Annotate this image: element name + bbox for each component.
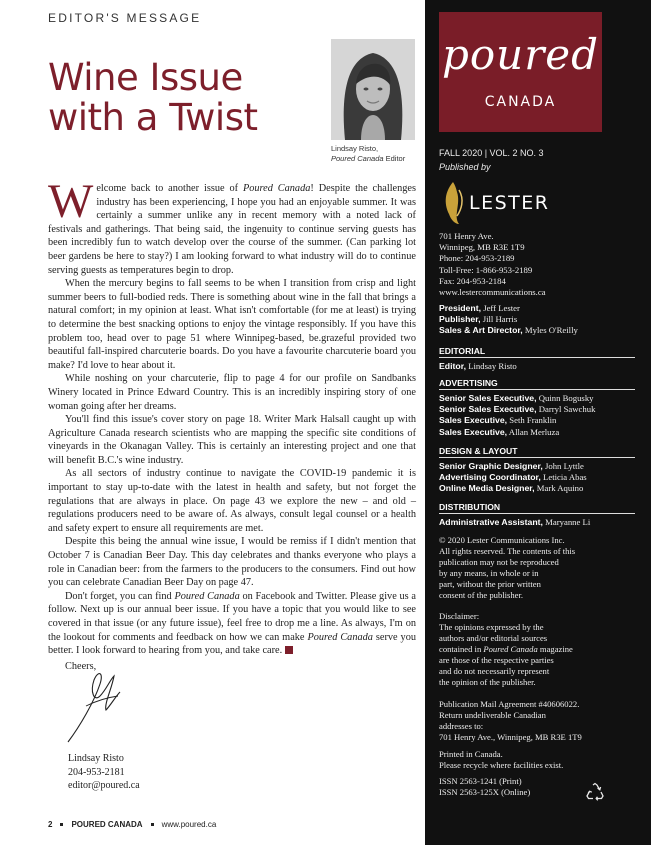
staff-name: Jeff Lester [481, 303, 520, 313]
footer-magazine: POURED CANADA [71, 820, 143, 829]
lester-wordmark: LESTER [469, 192, 550, 214]
paragraph-1 [48, 175, 417, 277]
staff-row [439, 415, 645, 426]
signoff-phone: 204-953-2181 [68, 766, 125, 778]
editor-portrait-image [331, 39, 415, 140]
staff-role: Administrative Assistant, [439, 517, 543, 527]
paragraph-3: While noshing on your charcuterie, flip to page 4 for our profile on Sandbanks Winery located in Prince Edward Country. This is an incredibly inspiring story of one woman going after her dreams. [48, 373, 416, 412]
paragraph-1-text-b: ! Despite the challenges industry has been experiencing, I hope you had an enjoyable summer. It was certainly a summer unlike any in recent memory with a noted lack of festivals and gatherings. That being said, the ingenuity to continue serving guests has been incredibly fun to watch develop over the course of the summer. (Can parking lot beer gardens be here to stay?) I am looking forward to what industry will do to continue serving guests as temperatures begin to drop. [48, 183, 417, 276]
staff-row [439, 483, 645, 494]
signature-block [68, 752, 140, 793]
mail-agreement [439, 699, 645, 743]
staff-name: John Lyttle [542, 461, 584, 471]
staff-name: Lindsay Risto [466, 361, 517, 371]
staff-role: Online Media Designer, [439, 483, 535, 494]
staff-row [439, 472, 645, 483]
printed-line: Please recycle where facilities exist. [439, 760, 564, 770]
disclaimer-line [439, 644, 645, 655]
staff-row [439, 404, 645, 415]
page-title: Wine Issue with a Twist [48, 56, 258, 139]
editorial-list [439, 361, 645, 372]
staff-row [439, 303, 645, 314]
paragraph-2: When the mercury begins to fall seems to be when I transition from crisp and light summer beers to full-bodied reds. There is something about wine in the fall that brings a natural comfort; in my opinion at least. What isn't comfortable (for me at least) is trying to determine the best snacking options to enjoy the vintage responsibly. If you have this problem too, head over to page 51 where Winnipeg-based, be.grazeful provided two beautiful fall-inspired charcuterie boards. Do you have a favourite charcuterie board you make? I'd love to hear about it. [48, 278, 416, 371]
address-line: Toll-Free: 1-866-953-2189 [439, 264, 533, 275]
paragraph-6: Despite this being the annual wine issue, I would be remiss if I didn't mention that October 7 is Canadian Beer Day. This day celebrates and thanks everyone who plays a role in Canadian beer: from the farmers to the producers to the consumers. Find out how you can celebrate Canadian Beer Day on page 47. [48, 536, 416, 589]
photo-caption [331, 144, 405, 164]
address-line: Fax: 204-953-2184 [439, 275, 506, 286]
staff-role: Sales Executive, [439, 426, 508, 437]
paragraph-7-text-a: Don't forget, you can find [65, 590, 175, 602]
issn-line: ISSN 2563-125X (Online) [439, 787, 531, 797]
disclaimer-line: the opinion of the publisher. [439, 677, 536, 687]
staff-role: Senior Graphic Designer, [439, 461, 543, 471]
copyright-line: All rights reserved. The contents of this [439, 546, 576, 556]
copyright-line: publication may not be reproduced [439, 557, 559, 567]
staff-name: Darryl Sawchuk [536, 404, 596, 415]
staff-row [439, 461, 645, 472]
copyright-notice [439, 535, 645, 601]
lester-logo [439, 180, 569, 226]
staff-name: Leticia Abas [540, 472, 587, 483]
mail-line: addresses to: [439, 721, 484, 731]
editorial-heading: EDITORIAL [439, 346, 635, 358]
staff-row [439, 517, 645, 528]
distribution-heading: DISTRIBUTION [439, 502, 635, 514]
disclaimer-text: contained in [439, 644, 484, 654]
advertising-list [439, 393, 645, 438]
issn-line: ISSN 2563-1241 (Print) [439, 776, 522, 786]
advertising-heading: ADVERTISING [439, 378, 635, 390]
design-heading: DESIGN & LAYOUT [439, 446, 635, 458]
signoff-name: Lindsay Risto [68, 753, 124, 764]
published-by-label: Published by [439, 162, 491, 172]
separator-dot-icon [151, 823, 154, 826]
staff-name: Quinn Bogusky [536, 393, 594, 403]
copyright-line: consent of the publisher. [439, 590, 524, 600]
recycle-icon [585, 782, 605, 802]
copyright-line: part, without the prior written [439, 579, 541, 589]
handwritten-signature [60, 666, 140, 746]
staff-role: Senior Sales Executive, [439, 393, 537, 403]
staff-row [439, 393, 645, 404]
staff-row [439, 325, 645, 336]
paragraph-7-text-c: serve you better. I look forward to hearing from you, and take care. [48, 631, 416, 657]
disclaimer-line: are those of the respective parties [439, 655, 554, 665]
disclaimer-text: magazine [537, 644, 573, 654]
distribution-list [439, 517, 645, 528]
staff-role: Sales & Art Director, [439, 325, 523, 336]
closing-line: Cheers, [65, 660, 97, 672]
paragraph-7-text-b: on Facebook and Twitter. Please give us a follow. Next up is our annual beer issue. If you have a topic that you would like to see covered in that issue (or any future issue), feel free to drop me a line. As always, I'm on the lookout for comments and feedback on how we can make [48, 590, 416, 643]
staff-row [439, 361, 645, 372]
publisher-website-link[interactable]: www.lestercommunications.ca [439, 287, 546, 298]
address-line: Winnipeg, MB R3E 1T9 [439, 242, 525, 253]
disclaimer-line: The opinions expressed by the [439, 622, 544, 632]
page-footer [48, 820, 216, 829]
article-body [48, 175, 417, 673]
staff-name: Seth Franklin [507, 415, 557, 426]
mail-line: Return undeliverable Canadian [439, 710, 546, 720]
paragraph-7-magazine-2: Poured Canada [307, 631, 373, 643]
disclaimer-magazine: Poured Canada [483, 644, 538, 654]
poured-canada-logo [439, 12, 602, 132]
disclaimer [439, 611, 645, 688]
paragraph-7 [48, 590, 416, 658]
issue-info: FALL 2020 | VOL. 2 NO. 3 [439, 148, 544, 158]
copyright-line: © 2020 Lester Communications Inc. [439, 535, 565, 545]
copyright-line: by any means, in whole or in [439, 568, 539, 578]
paragraph-7-magazine-1: Poured Canada [174, 590, 240, 602]
paragraph-4: You'll find this issue's cover story on page 18. Writer Mark Halsall caught up with Agriculture Canada research scientists who are mapping the specific site conditions of vineyards in the Okanagan Valley. This is certainly an interesting project and one that will benefit B.C.'s wine industry. [48, 414, 416, 466]
caption-role: Editor [383, 154, 406, 163]
address-line: 701 Henry Ave. [439, 231, 494, 241]
disclaimer-line: authors and/or editorial sources [439, 633, 548, 643]
editor-photo [331, 39, 415, 140]
masthead-sidebar [425, 0, 651, 845]
design-list [439, 461, 645, 495]
paragraph-1-magazine: Poured Canada [242, 183, 311, 194]
staff-role: Publisher, [439, 314, 481, 325]
footer-url[interactable]: www.poured.ca [161, 820, 217, 829]
mail-line: 701 Henry Ave., Winnipeg, MB R3E 1T9 [439, 732, 582, 742]
caption-name: Lindsay Risto, [331, 144, 379, 153]
staff-role: Sales Executive, [439, 415, 508, 426]
address-line: Phone: 204-953-2189 [439, 253, 515, 264]
end-mark-icon [285, 646, 293, 654]
staff-row [439, 314, 645, 325]
disclaimer-line: and do not necessarily represent [439, 666, 550, 676]
separator-dot-icon [60, 823, 63, 826]
staff-name: Mark Aquino [534, 483, 584, 494]
printed-line: Printed in Canada. [439, 749, 503, 759]
staff-row [439, 427, 645, 438]
staff-role: Editor, [439, 361, 467, 371]
lester-flame-icon [439, 180, 467, 226]
disclaimer-title: Disclaimer: [439, 611, 480, 621]
page-number: 2 [48, 820, 53, 829]
staff-role: Senior Sales Executive, [439, 404, 537, 415]
signoff-email[interactable]: editor@poured.ca [68, 780, 140, 791]
paragraph-1-text-a: elcome back to another issue of [96, 183, 243, 194]
staff-name: Allan Merluza [507, 426, 560, 437]
staff-name: Myles O'Reilly [522, 325, 578, 336]
mail-line: Publication Mail Agreement #40606022. [439, 699, 580, 709]
logo-subtitle: CANADA [484, 94, 557, 110]
drop-cap: W [48, 175, 94, 228]
paragraph-5: As all sectors of industry continue to navigate the COVID-19 pandemic it is important to stay up-to-date with the latest in health and safety, but not forget the regulations that are always in place. On page 43 we explore the new – and old – regulations producers need to be aware of. As always, consult legal counsel or a health and safety expert to ensure all requirements are met. [48, 468, 416, 534]
leadership-list [439, 303, 645, 337]
printed-notice [439, 749, 645, 771]
caption-magazine: Poured Canada [331, 154, 384, 163]
staff-role: President, [439, 303, 482, 313]
issn-block [439, 776, 645, 798]
publisher-address [439, 231, 645, 298]
section-kicker: EDITOR'S MESSAGE [48, 11, 202, 25]
staff-name: Jill Harris [480, 314, 518, 325]
staff-name: Maryanne Li [542, 517, 591, 527]
staff-role: Advertising Coordinator, [439, 472, 541, 483]
logo-wordmark: poured [441, 30, 600, 79]
